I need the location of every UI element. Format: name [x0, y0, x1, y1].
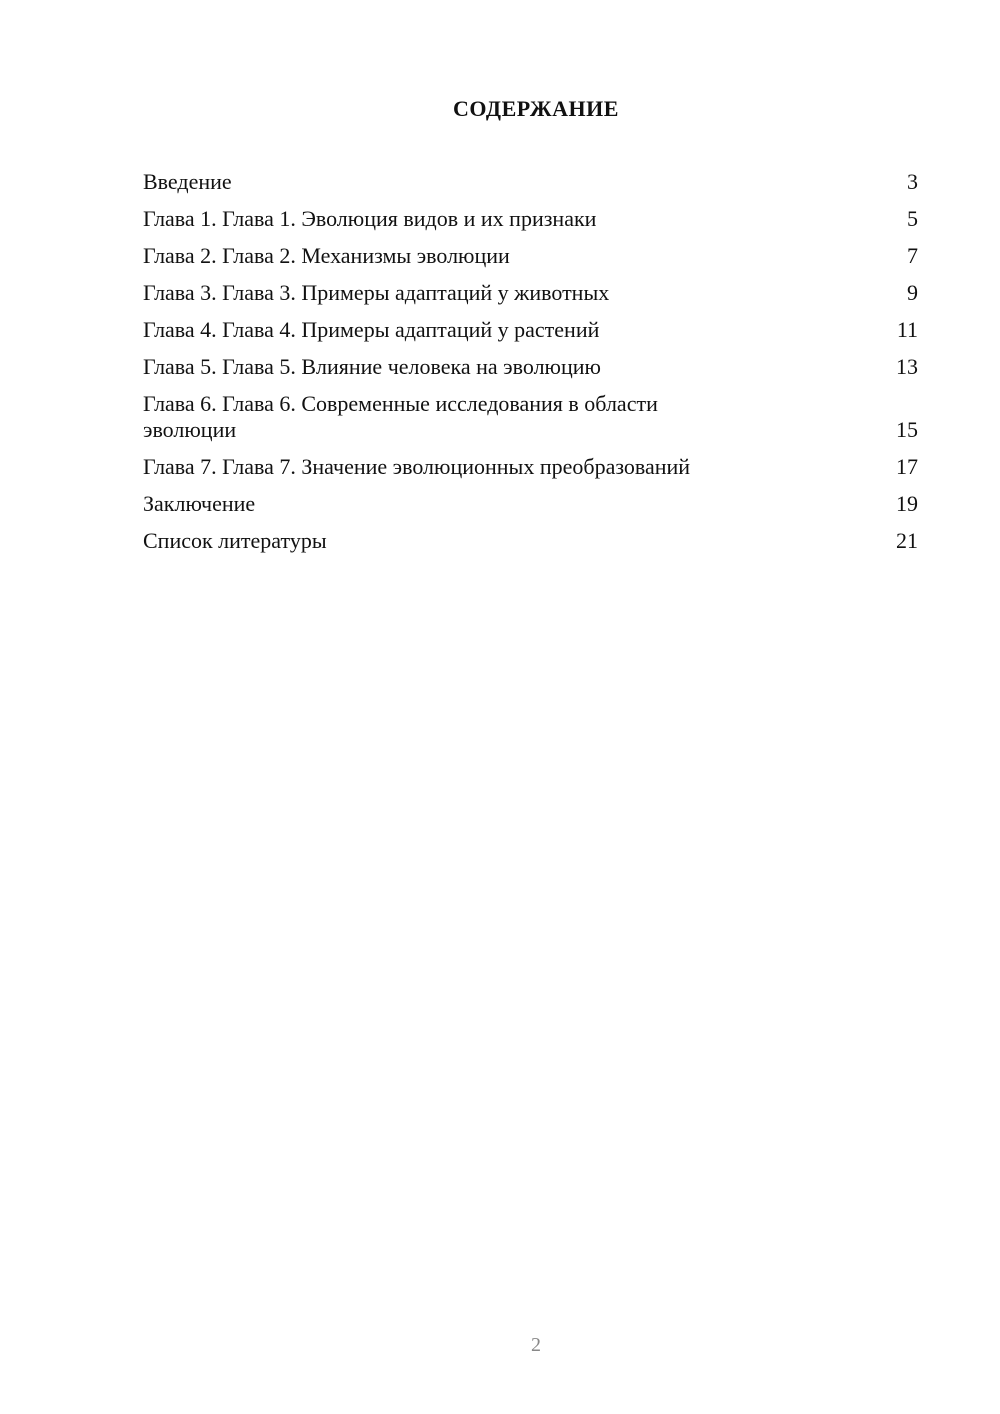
toc-entry-page: 15: [896, 417, 918, 442]
toc-entry-label: Глава 7. Глава 7. Значение эволюционных преобразований: [143, 454, 691, 479]
toc-entry-label: Глава 5. Глава 5. Влияние человека на эволюцию: [143, 354, 601, 379]
toc-entry-chapter-7[interactable]: [143, 454, 918, 480]
toc-entry-label: Глава 4. Глава 4. Примеры адаптаций у растений: [143, 317, 600, 342]
toc-entry-page: 5: [907, 206, 918, 231]
page-number: 2: [531, 1334, 541, 1356]
toc-entry-label: Глава 2. Глава 2. Механизмы эволюции: [143, 243, 510, 268]
toc-entry-label: Введение: [143, 169, 232, 194]
toc-entry-label: Заключение: [143, 491, 256, 516]
toc-entry-label: Глава 1. Глава 1. Эволюция видов и их признаки: [143, 206, 597, 231]
toc-entry-page: 17: [896, 454, 918, 479]
toc-entry-page: 7: [907, 243, 918, 268]
toc-entry-page: 19: [896, 491, 918, 516]
toc-entry-label: Список литературы: [143, 528, 327, 553]
toc-entry-page: 13: [896, 354, 918, 379]
toc-entry-references[interactable]: [143, 528, 918, 554]
toc-entry-page: 21: [896, 528, 918, 553]
toc-entry-chapter-4[interactable]: [143, 317, 918, 343]
table-of-contents: [143, 169, 918, 565]
toc-entry-page: 11: [896, 317, 918, 342]
toc-entry-chapter-6[interactable]: [143, 391, 918, 443]
toc-entry-label: Глава 3. Глава 3. Примеры адаптаций у животных: [143, 280, 610, 305]
toc-entry-introduction[interactable]: [143, 169, 918, 195]
toc-entry-page: 3: [907, 169, 918, 194]
toc-entry-chapter-3[interactable]: [143, 280, 918, 306]
toc-entry-chapter-5[interactable]: [143, 354, 918, 380]
toc-entry-label: Глава 6. Глава 6. Современные исследования в области эволюции: [143, 391, 658, 442]
toc-entry-chapter-2[interactable]: [143, 243, 918, 269]
toc-entry-conclusion[interactable]: [143, 491, 918, 517]
toc-title: СОДЕРЖАНИЕ: [453, 96, 619, 121]
toc-entry-page: 9: [907, 280, 918, 305]
toc-entry-chapter-1[interactable]: [143, 206, 918, 232]
